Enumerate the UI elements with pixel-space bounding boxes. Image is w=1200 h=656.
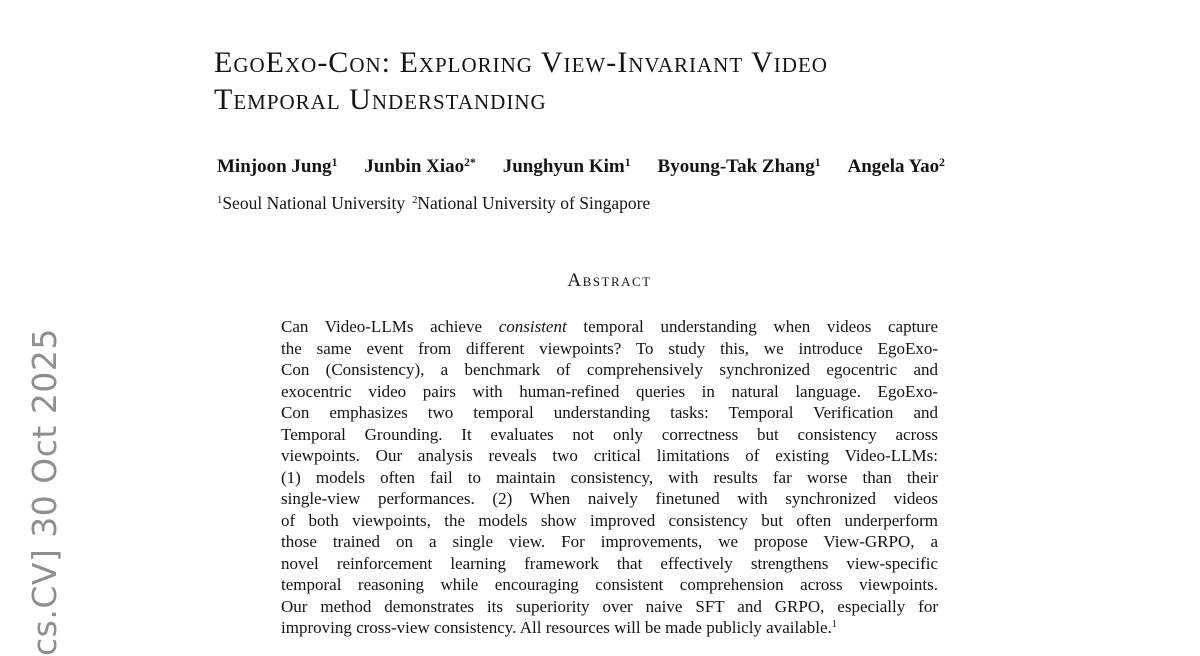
abstract-line: Can Video-LLMs achieve consistent temporal understanding when videos capture [281, 317, 938, 336]
abstract-line: Con emphasizes two temporal understanding tasks: Temporal Verification and [281, 403, 938, 422]
footnote-marker: 1 [831, 619, 837, 631]
abstract-line: novel reinforcement learning framework that effectively strengthens view-specific [281, 553, 938, 573]
abstract-line: (1) models often fail to maintain consistency, with results far worse than their [281, 467, 938, 487]
abstract-line: viewpoints. Our analysis reveals two critical limitations of existing Video-LLMs: [281, 446, 938, 465]
author: Junghyun Kim$^1$ [502, 155, 631, 177]
abstract-line: those trained on a single view. For improvements, we propose View-GRPO, a [281, 532, 938, 551]
paper-title-line-1: EgoExo-Con: Exploring View-Invariant Video [214, 46, 828, 79]
abstract-line: of both viewpoints, the models show improved consistency but often underperform [281, 510, 938, 530]
affiliation-list [217, 193, 650, 214]
author-affiliation-superscript: 2* [464, 155, 476, 169]
abstract-line: Our method demonstrates its superiority over naive SFT and GRPO, especially for [281, 596, 938, 616]
author-affiliation-superscript: 1 [814, 155, 821, 169]
author-affiliation-superscript: 1 [624, 155, 631, 169]
abstract-line: Con (Consistency), a benchmark of comprehensively synchronized egocentric and [281, 360, 938, 379]
emphasized-word: consistent [498, 317, 567, 336]
author-affiliation-superscript: 1 [331, 155, 338, 169]
arxiv-watermark: cs.CV] 30 Oct 2025 [25, 328, 64, 656]
affiliation: $^1$Seoul National University [217, 193, 406, 213]
paper-title-line-2: Temporal Understanding [214, 83, 547, 116]
abstract-line: the same event from different viewpoints? To study this, we introduce EgoExo- [281, 338, 938, 358]
author: Angela Yao$^2$ [847, 155, 945, 177]
affiliation-superscript: 1 [217, 194, 223, 207]
author: Minjoon Jung$^1$ [217, 155, 338, 177]
abstract-line: temporal reasoning while encouraging consistent comprehension across viewpoints. [281, 575, 938, 594]
author: Junbin Xiao$^{2*}$ [364, 155, 476, 177]
abstract-line: single-view performances. (2) When naively finetuned with synchronized videos [281, 489, 938, 508]
paper-title [214, 44, 828, 118]
affiliation-superscript: 2 [412, 194, 418, 207]
abstract-body [281, 316, 938, 642]
affiliation: $^2$National University of Singapore [412, 193, 651, 213]
abstract-line: exocentric video pairs with human-refined queries in natural language. EgoExo- [281, 381, 938, 401]
author-list [217, 156, 945, 178]
abstract-heading: Abstract [567, 270, 652, 291]
abstract-line: improving cross-view consistency. All resources will be made publicly available.$^1$ [281, 618, 837, 637]
author: Byoung-Tak Zhang$^1$ [657, 155, 821, 177]
abstract-line: Temporal Grounding. It evaluates not only correctness but consistency across [281, 424, 938, 444]
author-affiliation-superscript: 2 [939, 155, 945, 169]
